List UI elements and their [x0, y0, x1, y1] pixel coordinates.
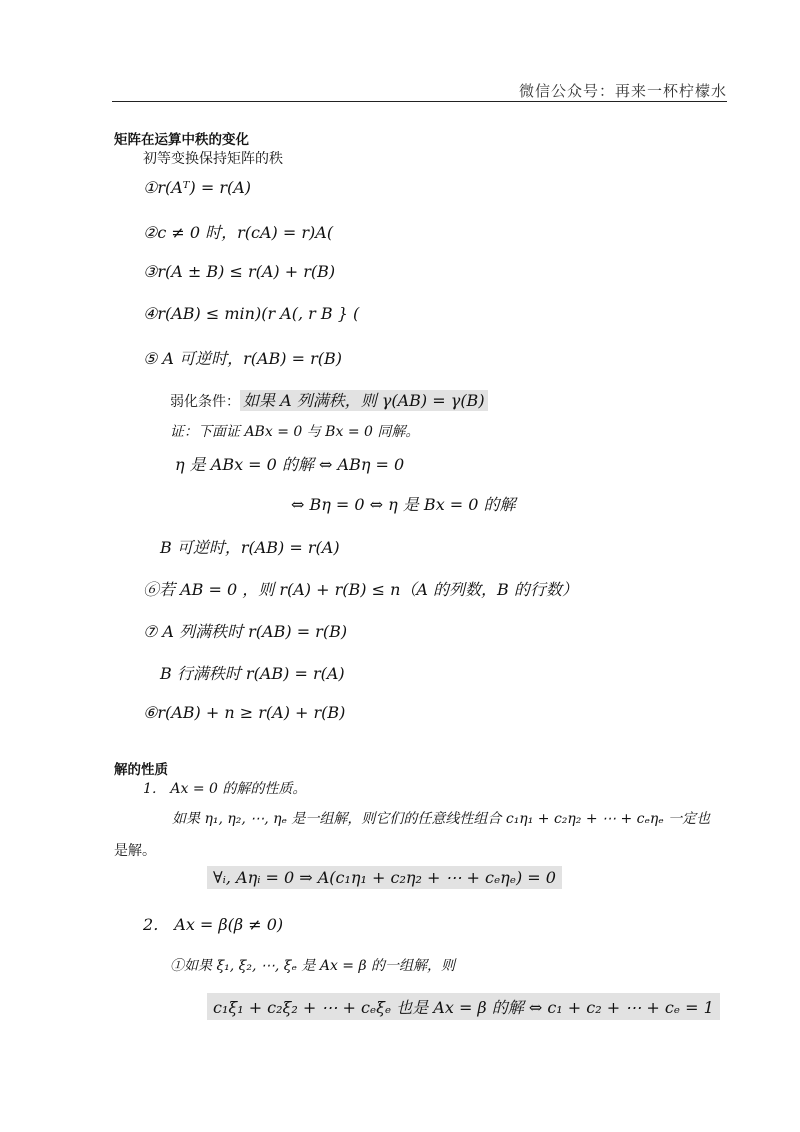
property-7b: B 行满秩时 r(AB) = r(A): [160, 664, 345, 683]
proof-line-2: ⇔ Bη = 0 ⇔ η 是 Bx = 0 的解: [291, 495, 516, 514]
section-title-rank: 矩阵在运算中秩的变化: [114, 132, 249, 148]
property-1: ①r(Aᵀ) = r(A): [143, 178, 252, 197]
property-4: ④r(AB) ≤ min)(r A(, r B } (: [143, 304, 360, 323]
proof-intro: 证：下面证 ABx = 0 与 Bx = 0 同解。: [170, 424, 420, 440]
property-7: ⑦ A 列满秩时 r(AB) = r(B): [143, 622, 348, 641]
proof-line-1: η 是 ABx = 0 的解 ⇔ ABη = 0: [175, 455, 405, 474]
item-1-heading: 1． Ax = 0 的解的性质。: [143, 781, 307, 797]
property-6: ⑥若 AB = 0 ，则 r(A) + r(B) ≤ n（A 的列数，B 的行数）: [143, 580, 578, 599]
item-1-text-1: 如果 η₁, η₂, ⋯, ηₑ 是一组解，则它们的任意线性组合 c₁η₁ + c₂η₂ + ⋯ + cₑηₑ 一定也: [172, 811, 711, 827]
item-2-heading: 2． Ax = β(β ≠ 0): [143, 915, 284, 934]
item-2-text: ①如果 ξ₁, ξ₂, ⋯, ξₑ 是 Ax = β 的一组解，则: [170, 958, 456, 974]
property-8: ⑥r(AB) + n ≥ r(A) + r(B): [143, 703, 346, 722]
property-2: ②c ≠ 0 时，r(cA) = r)A(: [143, 223, 334, 242]
weak-label: 弱化条件：: [170, 394, 240, 410]
section-title-solutions: 解的性质: [114, 762, 168, 778]
property-5: ⑤ A 可逆时，r(AB) = r(B): [143, 349, 342, 368]
page-header: 微信公众号：再来一杯柠檬水: [518, 82, 727, 100]
item-1-text-2: 是解。: [114, 843, 156, 859]
item-1-formula: ∀ᵢ, Aηᵢ = 0 ⇒ A(c₁η₁ + c₂η₂ + ⋯ + cₑηₑ) = 0: [207, 866, 562, 889]
intro-line: 初等变换保持矩阵的秩: [143, 151, 283, 167]
property-3: ③r(A ± B) ≤ r(A) + r(B): [143, 262, 336, 281]
header-rule: [112, 101, 727, 102]
weak-condition-highlight: 如果 A 列满秩，则 γ(AB) = γ(B): [240, 390, 488, 411]
property-5b: B 可逆时，r(AB) = r(A): [160, 538, 340, 557]
weak-condition: [170, 388, 488, 411]
item-2-formula: c₁ξ₁ + c₂ξ₂ + ⋯ + cₑξₑ 也是 Ax = β 的解 ⇔ c₁ + c₂ + ⋯ + cₑ = 1: [207, 993, 720, 1020]
